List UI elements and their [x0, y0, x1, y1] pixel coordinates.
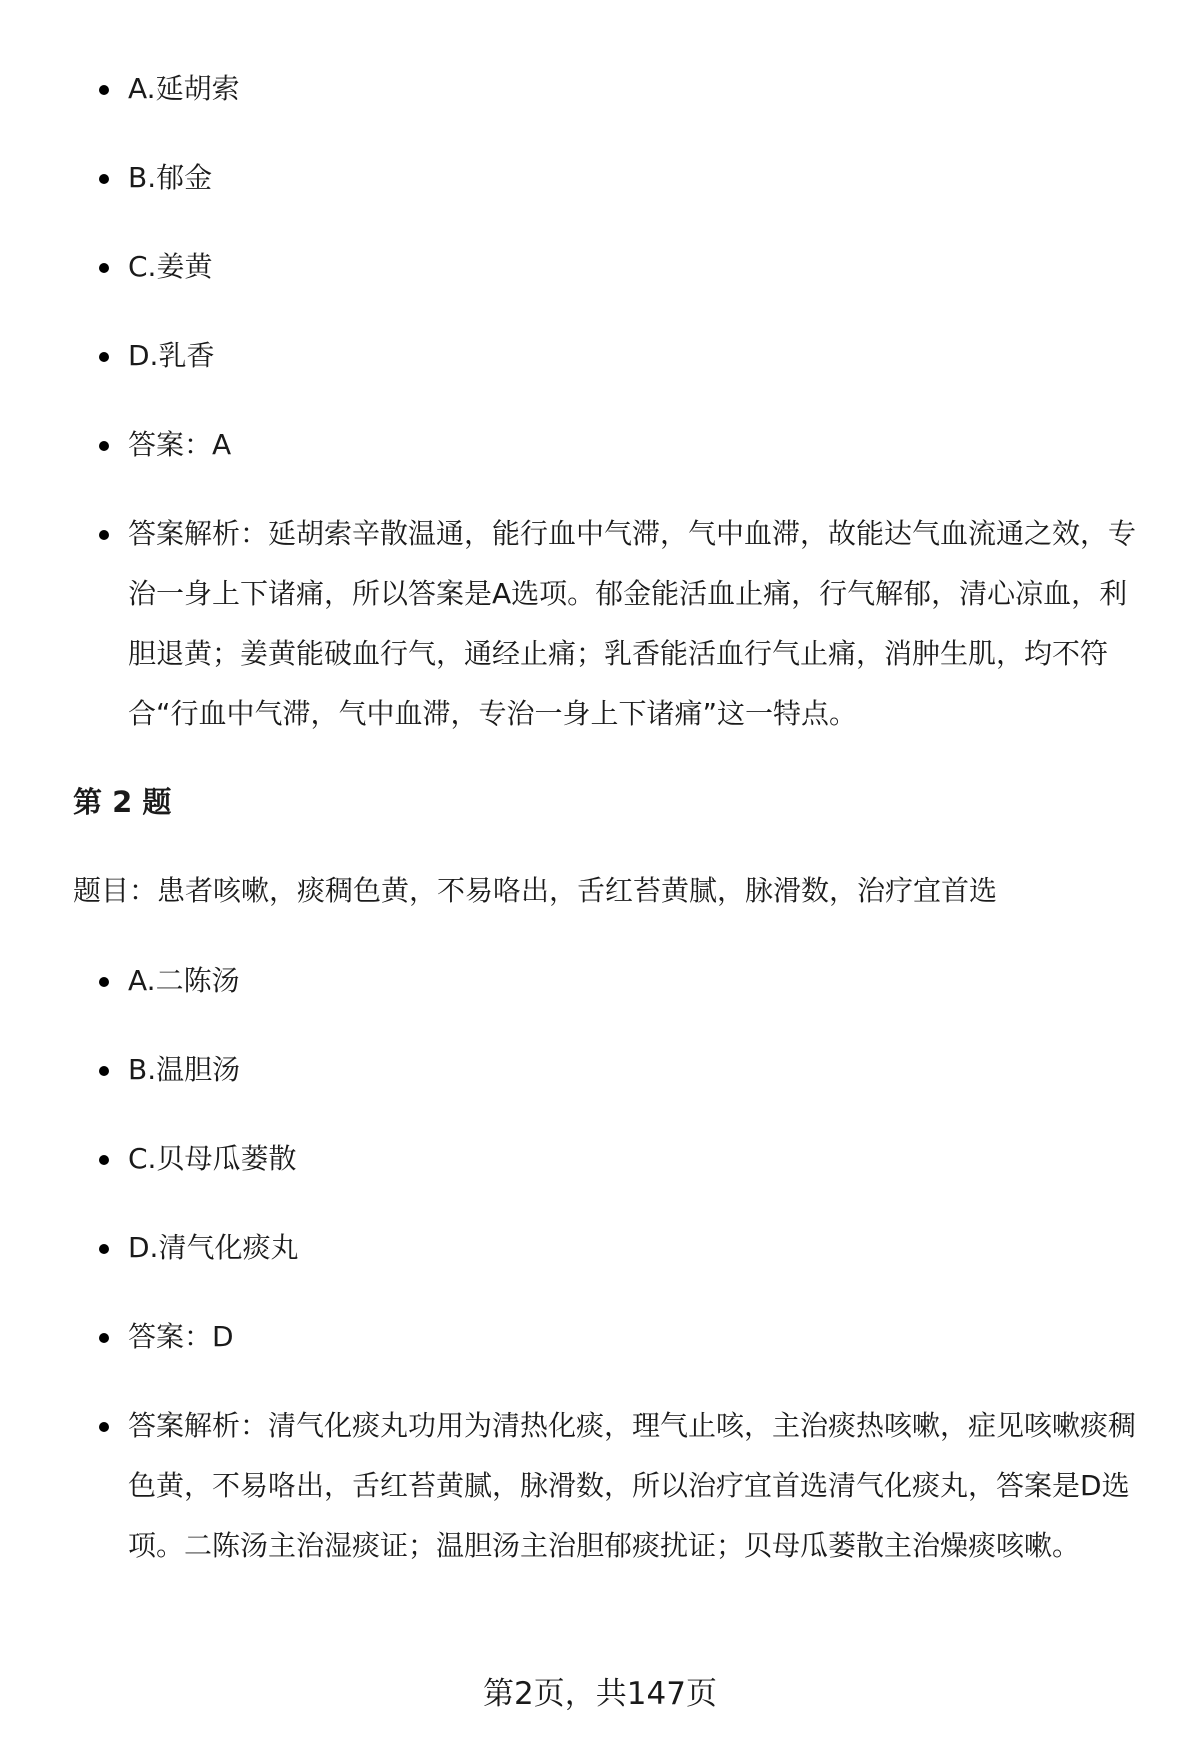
answer-text: 答案：D: [128, 1320, 234, 1353]
bullet-icon: [99, 174, 109, 184]
bullet-icon: [99, 1066, 109, 1076]
option-text: A.二陈汤: [128, 964, 240, 997]
bullet-icon: [99, 85, 109, 95]
q2-analysis: [0, 1396, 1200, 1576]
bullet-icon: [99, 352, 109, 362]
q1-option-d: [0, 341, 1200, 371]
q2-option-c: [0, 1144, 1200, 1174]
q2-option-a: [0, 966, 1200, 996]
page-number: 第2页，共147页: [483, 1676, 717, 1712]
q1-option-c: [0, 252, 1200, 282]
analysis-text: 答案解析：延胡索辛散温通，能行血中气滞，气中血滞，故能达气血流通之效，专治一身上下诸痛，所以答案是A选项。郁金能活血止痛，行气解郁，清心凉血，利胆退黄；姜黄能破血行气，通经止痛；乳香能活血行气止痛，消肿生肌，均不符合“行血中气滞，气中血滞，专治一身上下诸痛”这一特点。: [128, 517, 1137, 730]
option-text: D.清气化痰丸: [128, 1231, 299, 1264]
bullet-icon: [99, 263, 109, 273]
bullet-icon: [99, 1422, 109, 1432]
q2-answer: [0, 1322, 1200, 1352]
q2-title: 第 2 题: [73, 785, 172, 819]
q1-option-b: [0, 163, 1200, 193]
option-text: A.延胡索: [128, 72, 240, 105]
q1-answer: [0, 430, 1200, 460]
q1-analysis: [0, 504, 1200, 744]
q2-stem: 题目：患者咳嗽，痰稠色黄，不易咯出，舌红苔黄腻，脉滑数，治疗宜首选: [73, 874, 998, 907]
answer-text: 答案：A: [128, 428, 232, 461]
q1-options-list: [0, 74, 1200, 744]
bullet-icon: [99, 977, 109, 987]
option-text: C.姜黄: [128, 250, 213, 283]
q2-options-list: [0, 966, 1200, 1576]
analysis-text: 答案解析：清气化痰丸功用为清热化痰，理气止咳，主治痰热咳嗽，症见咳嗽痰稠色黄，不易咯出，舌红苔黄腻，脉滑数，所以治疗宜首选清气化痰丸，答案是D选项。二陈汤主治湿痰证；温胆汤主治胆郁痰扰证；贝母瓜蒌散主治燥痰咳嗽。: [128, 1409, 1137, 1562]
bullet-icon: [99, 1333, 109, 1343]
option-text: D.乳香: [128, 339, 215, 372]
bullet-icon: [99, 441, 109, 451]
option-text: B.温胆汤: [128, 1053, 241, 1086]
q1-option-a: [0, 74, 1200, 104]
bullet-icon: [99, 1155, 109, 1165]
option-text: B.郁金: [128, 161, 213, 194]
bullet-icon: [99, 1244, 109, 1254]
bullet-icon: [99, 530, 109, 540]
q2-option-d: [0, 1233, 1200, 1263]
option-text: C.贝母瓜蒌散: [128, 1142, 297, 1175]
q2-option-b: [0, 1055, 1200, 1085]
